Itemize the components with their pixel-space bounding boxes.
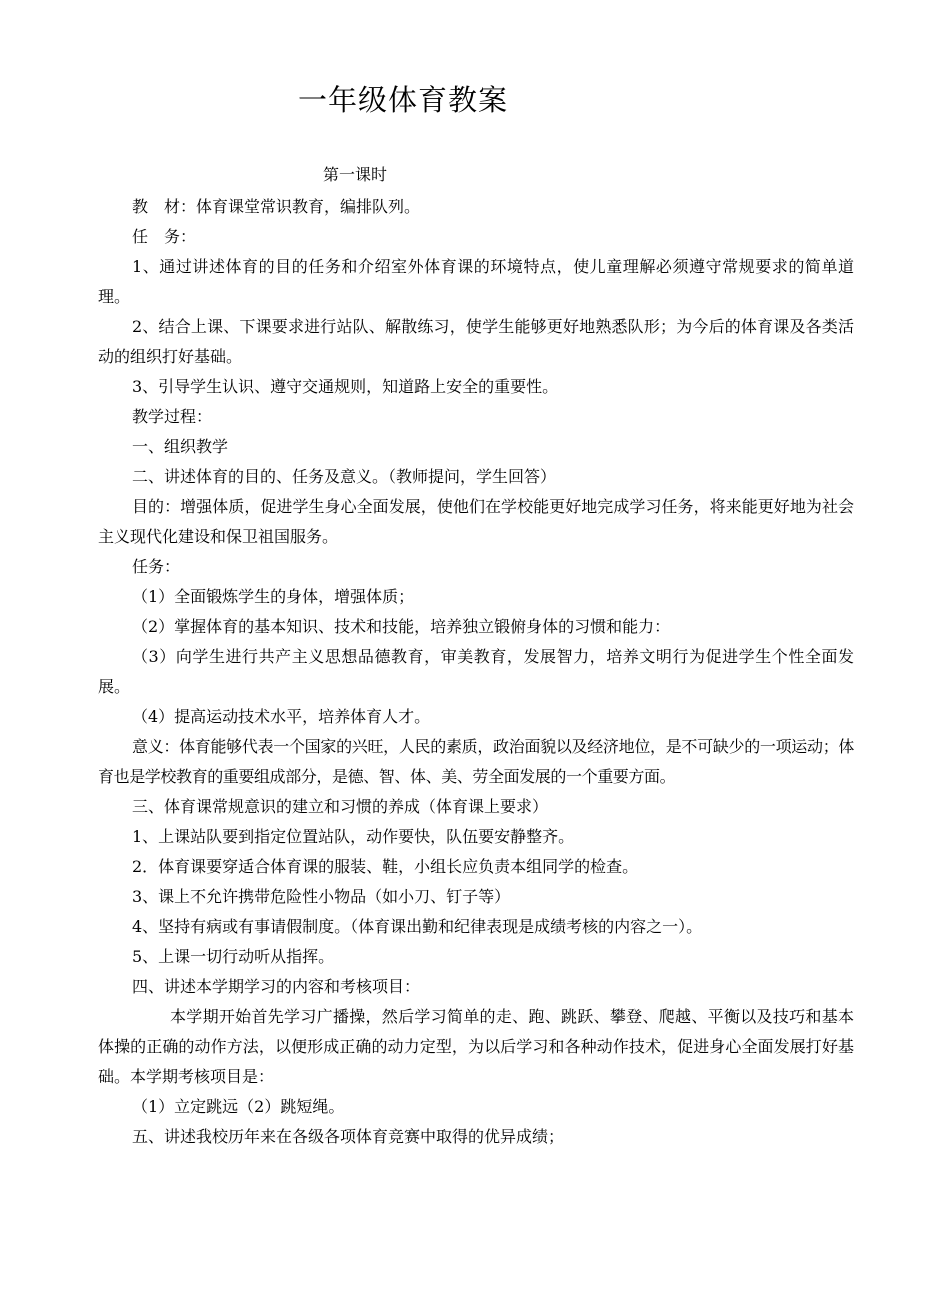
semester-content-paragraph: 本学期开始首先学习广播操，然后学习简单的走、跑、跳跃、攀登、爬越、平衡以及技巧和基本体操的正确的动作方法，以便形成正确的动力定型，为以后学习和各种动作技术，促进身心全面发展打好基础。本学期考核项目是： [98, 1007, 854, 1086]
assessment-items: （1）立定跳远（2）跳短绳。 [132, 1097, 345, 1116]
document-body [98, 192, 854, 1152]
subtask-1: （1）全面锻炼学生的身体，增强体质； [132, 587, 415, 606]
section-three: 三、体育课常规意识的建立和习惯的养成（体育课上要求） [132, 797, 549, 816]
rule-5: 5、上课一切行动听从指挥。 [132, 947, 335, 966]
rule-2: 2．体育课要穿适合体育课的服装、鞋，小组长应负责本组同学的检查。 [132, 857, 639, 876]
subtask-4: （4）提高运动技术水平，培养体育人才。 [132, 707, 431, 726]
task-item-3: 3、引导学生认识、遵守交通规则，知道路上安全的重要性。 [132, 377, 559, 396]
section-one: 一、组织教学 [132, 437, 229, 456]
section-four: 四、讲述本学期学习的内容和考核项目： [132, 977, 421, 996]
rule-4: 4、坚持有病或有事请假制度。（体育课出勤和纪律表现是成绩考核的内容之一）。 [132, 917, 703, 936]
purpose-paragraph: 目的：增强体质，促进学生身心全面发展，使他们在学校能更好地完成学习任务，将来能更好地为社会主义现代化建设和保卫祖国服务。 [98, 497, 854, 546]
section-five: 五、讲述我校历年来在各级各项体育竞赛中取得的优异成绩； [132, 1127, 565, 1146]
significance-paragraph: 意义：体育能够代表一个国家的兴旺，人民的素质，政治面貌以及经济地位，是不可缺少的一项运动；体育也是学校教育的重要组成部分，是德、智、体、美、劳全面发展的一个重要方面。 [98, 737, 854, 786]
document-title: 一年级体育教案 [298, 83, 509, 117]
rule-3: 3、课上不允许携带危险性小物品（如小刀、钉子等） [132, 887, 511, 906]
subtask-2: （2）掌握体育的基本知识、技术和技能，培养独立锻俯身体的习惯和能力： [132, 617, 671, 636]
task-item-2: 2、结合上课、下课要求进行站队、解散练习，使学生能够更好地熟悉队形；为今后的体育课及各类活动的组织打好基础。 [98, 317, 854, 366]
tasks-heading: 任 务： [132, 227, 197, 246]
section-two: 二、讲述体育的目的、任务及意义。（教师提问，学生回答） [132, 467, 557, 486]
rule-1: 1、上课站队要到指定位置站队，动作要快，队伍要安静整齐。 [132, 827, 575, 846]
lesson-heading: 第一课时 [323, 165, 388, 184]
materials-line: 教 材：体育课堂常识教育，编排队列。 [132, 197, 421, 216]
task-item-1: 1、通过讲述体育的目的任务和介绍室外体育课的环境特点，使儿童理解必须遵守常规要求的简单道理。 [98, 257, 854, 306]
task-subheading: 任务： [132, 557, 181, 576]
subtask-3: （3）向学生进行共产主义思想品德教育，审美教育，发展智力，培养文明行为促进学生个性全面发展。 [98, 647, 854, 696]
process-heading: 教学过程： [132, 407, 213, 426]
